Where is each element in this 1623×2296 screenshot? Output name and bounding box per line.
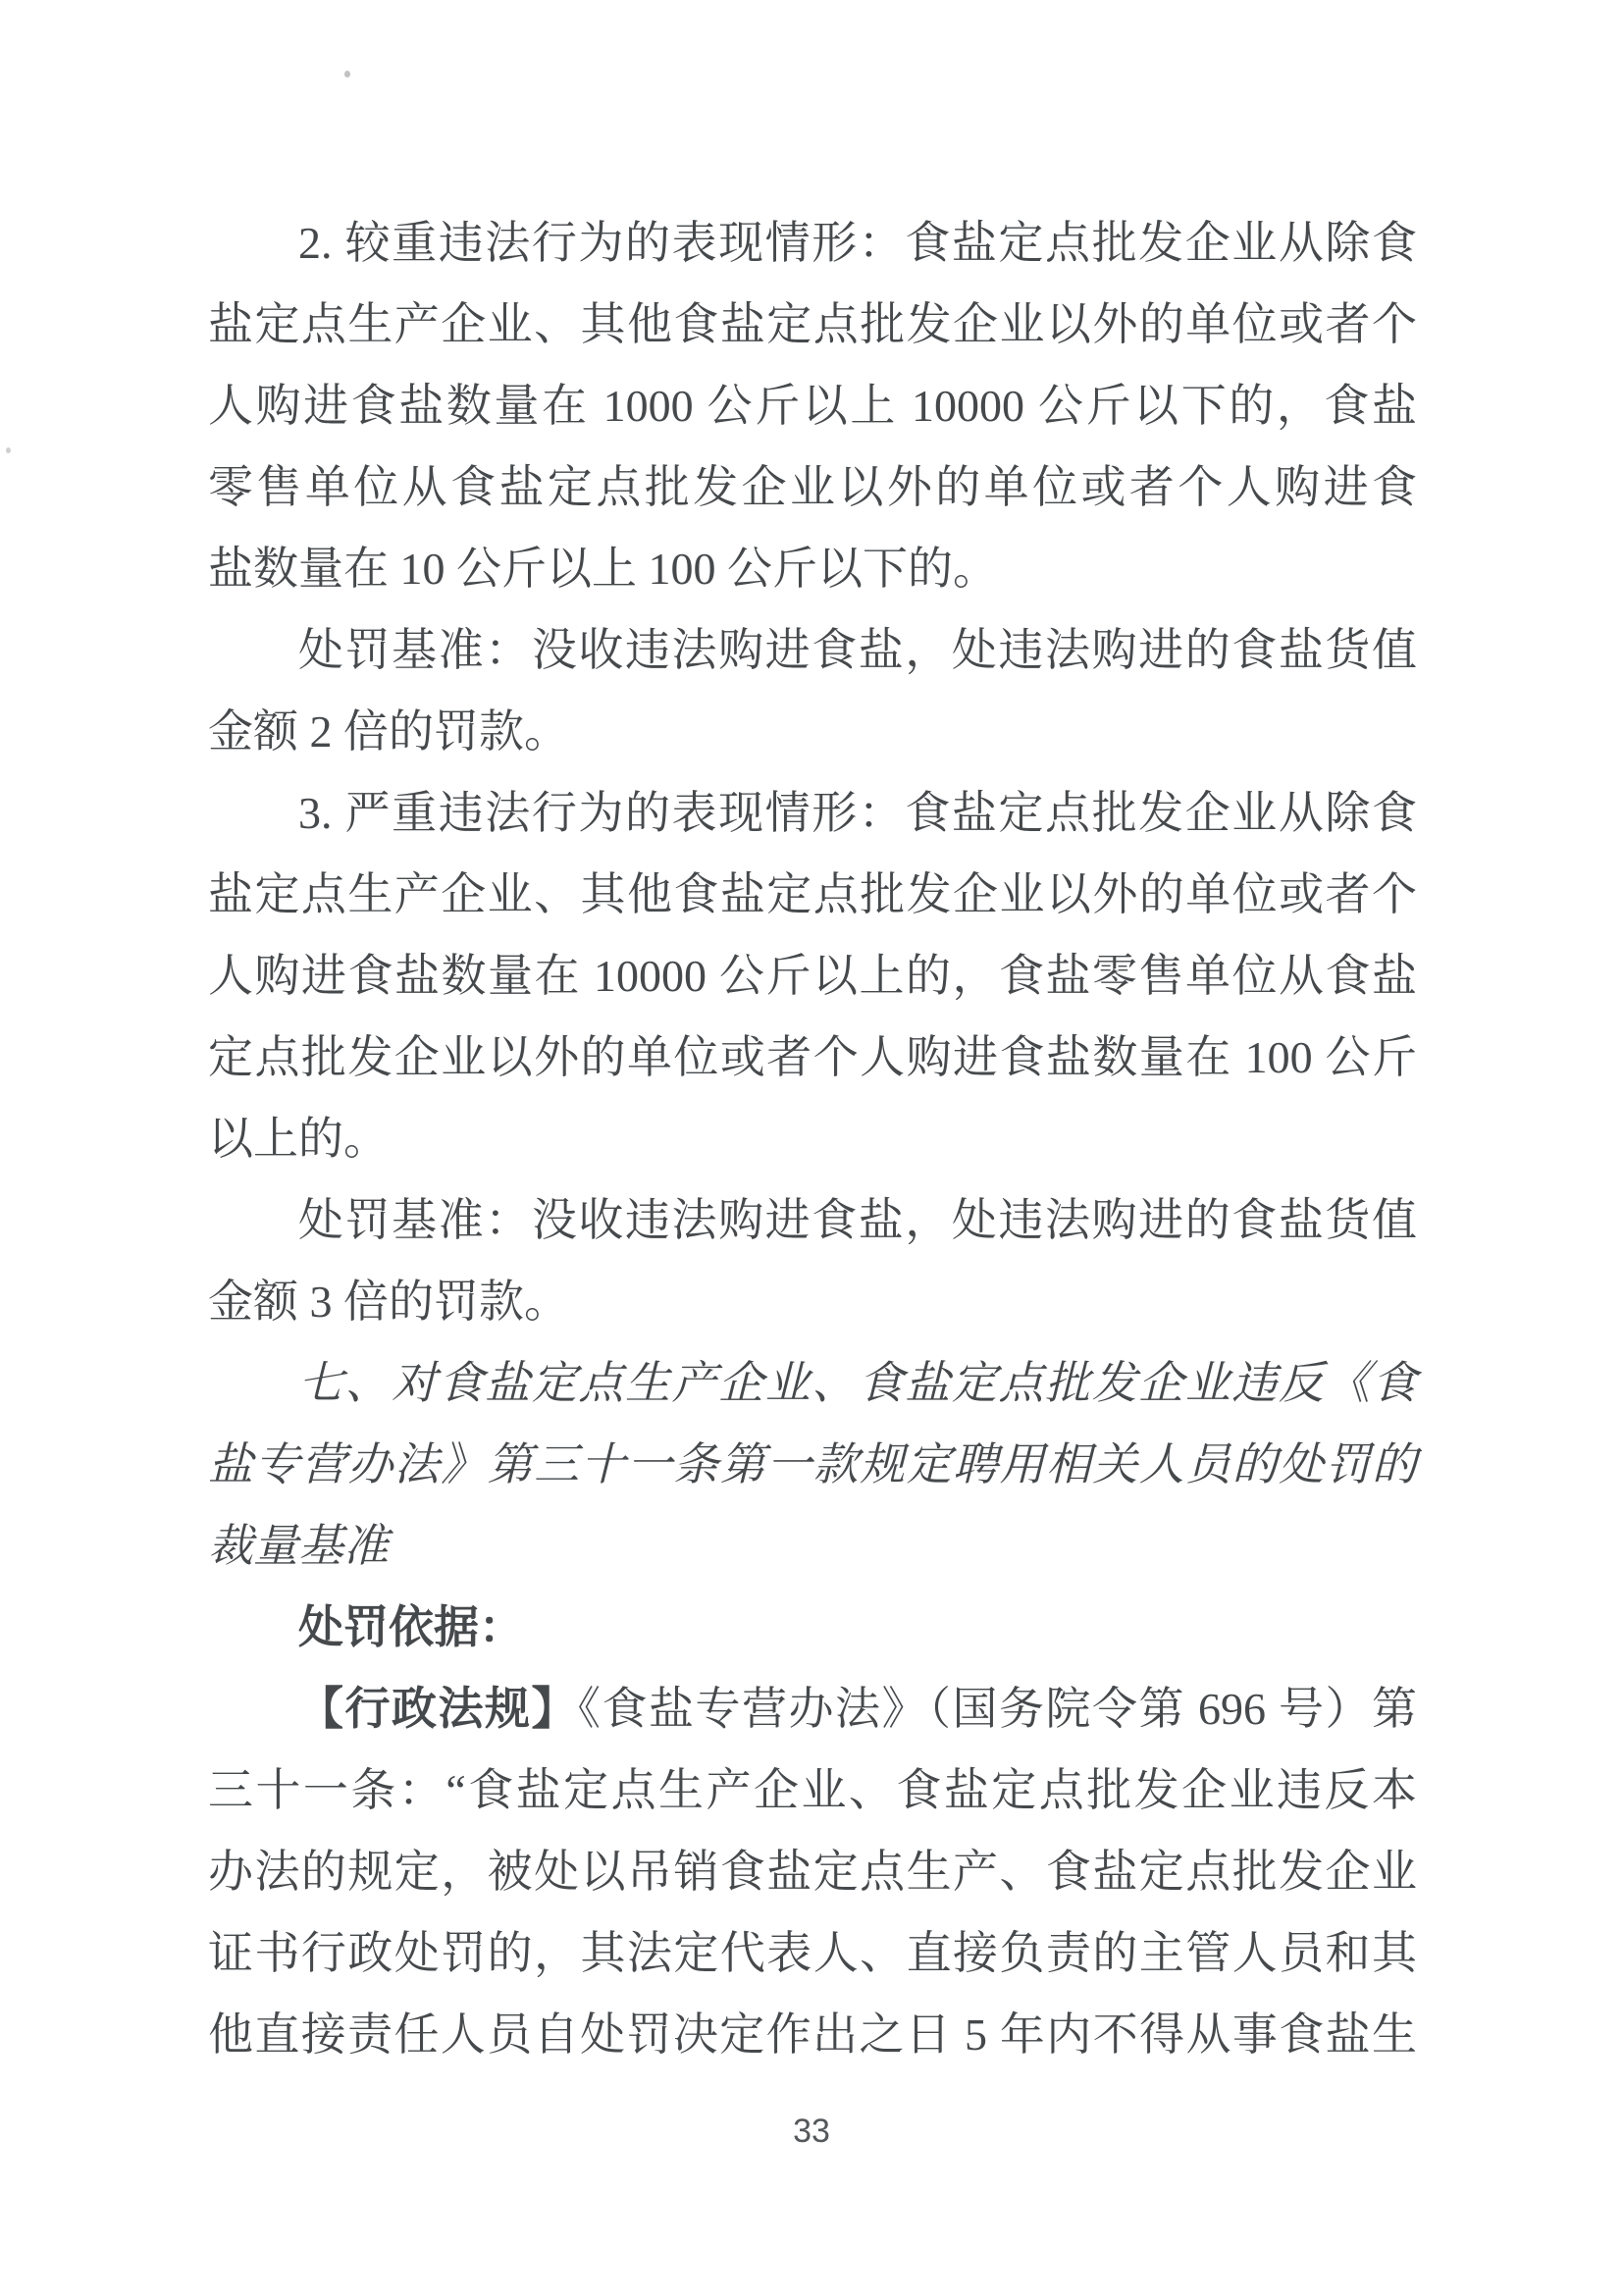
body-line: 人购进食盐数量在 1000 公斤以上 10000 公斤以下的，食盐 — [208, 381, 1417, 431]
body-line: 金额 3 倍的罚款。 — [208, 1277, 569, 1327]
subheading-penalty-basis: 处罚依据： — [298, 1601, 524, 1652]
scan-speck — [344, 71, 350, 78]
section-heading-line: 七、对食盐定点生产企业、食盐定点批发企业违反《食 — [298, 1358, 1417, 1408]
body-line: 定点批发企业以外的单位或者个人购进食盐数量在 100 公斤 — [208, 1032, 1417, 1082]
body-line: 他直接责任人员自处罚决定作出之日 5 年内不得从事食盐生 — [208, 2009, 1417, 2060]
body-line: 处罚基准：没收违法购进食盐，处违法购进的食盐货值 — [298, 625, 1417, 675]
body-line: 以上的。 — [208, 1114, 389, 1164]
body-line: 零售单位从食盐定点批发企业以外的单位或者个人购进食 — [208, 462, 1417, 512]
body-line: 盐数量在 10 公斤以上 100 公斤以下的。 — [208, 544, 998, 594]
body-line: 3. 严重违法行为的表现情形：食盐定点批发企业从除食 — [298, 788, 1417, 838]
body-line: 证书行政处罚的，其法定代表人、直接负责的主管人员和其 — [208, 1928, 1417, 1978]
section-heading-line: 裁量基准 — [208, 1521, 389, 1571]
body-line: 2. 较重违法行为的表现情形：食盐定点批发企业从除食 — [298, 218, 1417, 268]
body-line: 金额 2 倍的罚款。 — [208, 706, 569, 757]
law-reference-text: 《食盐专营办法》（国务院令第 696 号）第 — [578, 1684, 1417, 1734]
body-line: 三十一条：“食盐定点生产企业、食盐定点批发企业违反本 — [208, 1765, 1417, 1815]
body-line: 处罚基准：没收违法购进食盐，处违法购进的食盐货值 — [298, 1195, 1417, 1245]
law-tag-label: 【行政法规】 — [298, 1683, 578, 1734]
body-line: 人购进食盐数量在 10000 公斤以上的，食盐零售单位从食盐 — [208, 951, 1417, 1001]
body-line: 盐定点生产企业、其他食盐定点批发企业以外的单位或者个 — [208, 869, 1417, 919]
body-line: 办法的规定，被处以吊销食盐定点生产、食盐定点批发企业 — [208, 1847, 1417, 1897]
scan-speck — [6, 447, 11, 453]
page-number: 33 — [793, 2113, 830, 2150]
body-line — [208, 1668, 1417, 1749]
body-line: 盐定点生产企业、其他食盐定点批发企业以外的单位或者个 — [208, 299, 1417, 349]
text-block — [208, 202, 1417, 2075]
section-heading-line: 盐专营办法》第三十一条第一款规定聘用相关人员的处罚的 — [208, 1439, 1417, 1489]
